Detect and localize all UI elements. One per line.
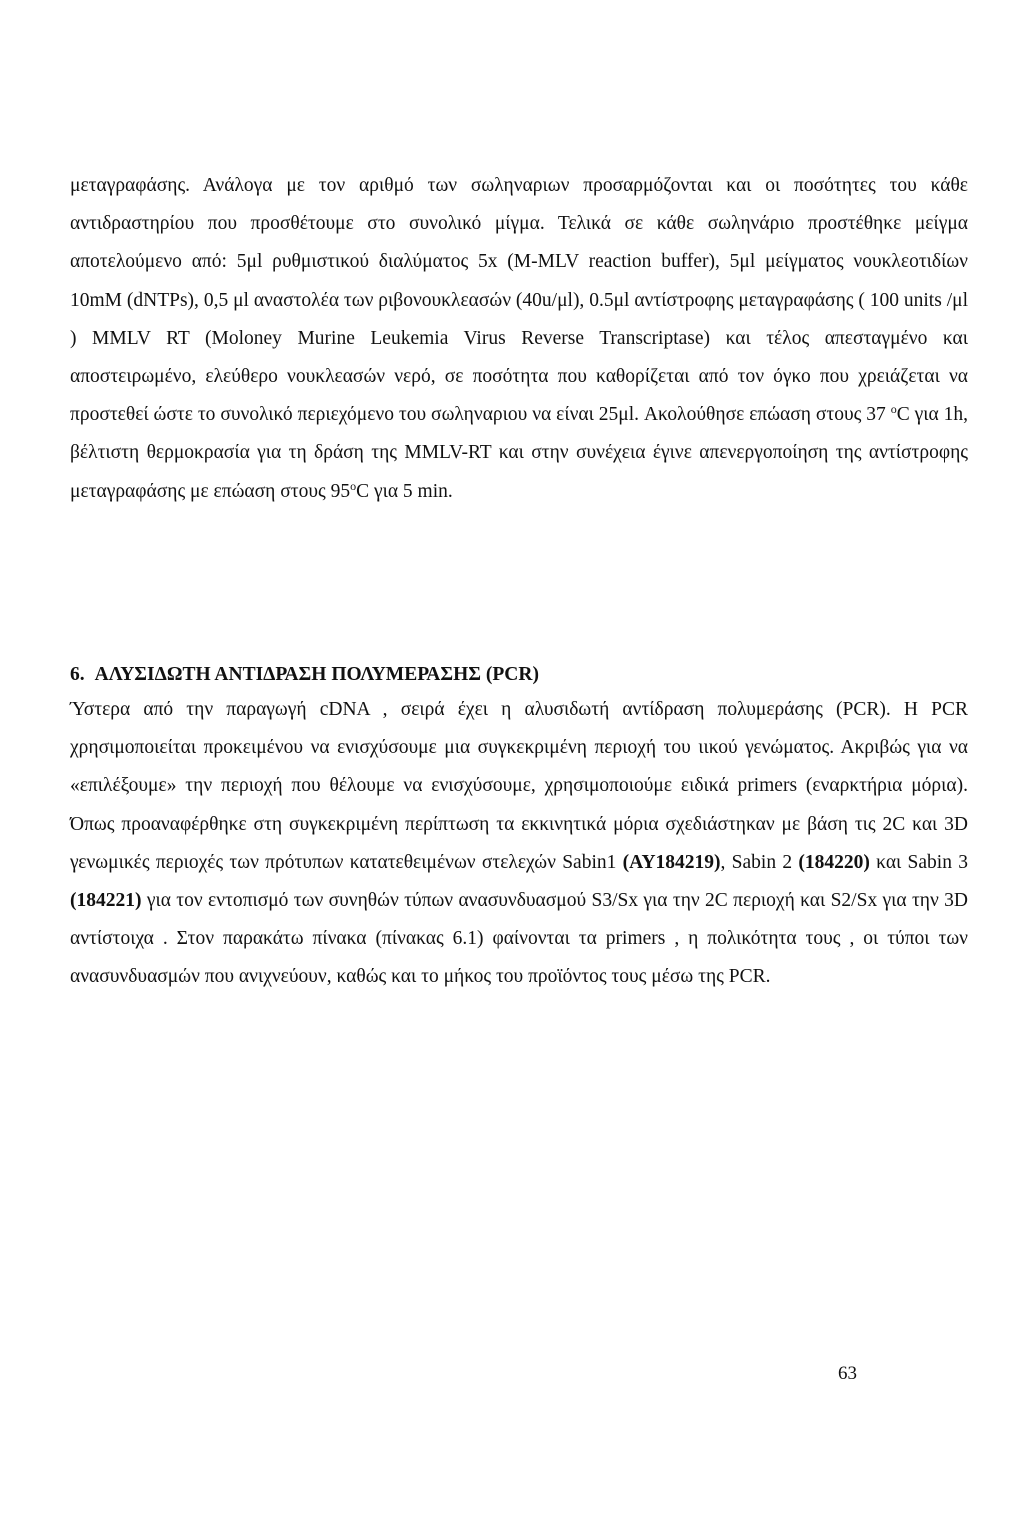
paragraph-text: C για 5 min. (356, 480, 453, 502)
section-number: 6. (70, 664, 85, 685)
degree-superscript: o (350, 478, 357, 493)
page-number: 63 (838, 1363, 857, 1384)
accession-number: (AY184219) (622, 851, 721, 873)
section-heading (70, 656, 968, 694)
accession-number: (184221) (70, 890, 142, 912)
section-title: ΑΛΥΣΙΔΩΤΗ ΑΝΤΙΔΡΑΣΗ ΠΟΛΥΜΕΡΑΣΗΣ (PCR) (94, 664, 539, 685)
degree-superscript: o (890, 402, 897, 417)
paragraph-text: και Sabin 3 (869, 851, 968, 873)
paragraph-text: Ύστερα από την παραγωγή cDNA , σειρά έχει η αλυσιδωτή αντίδραση πολυμεράσης (PCR). Η PCR χρησιμοποιείται προκειμένου να ενισχύσουμε μια συγκεκριμένη περιοχή του ιικού γενώματος. Ακριβώς για να «επιλέξουμε» την περιοχή που θέλουμε να ενισχύσουμε, χρησιμοποιούμε ειδικά primers (εναρκτήρια μόρια). Όπως προαναφέρθηκε στη συγκεκριμένη περίπτωση τα εκκινητικά μόρια σχεδιάστηκαν με βάση τις 2C και 3D γενωμικές περιοχές των πρότυπων κατατεθειμένων στελεχών Sabin1 (70, 699, 968, 873)
paragraph-text: για τον εντοπισμό των συνηθών τύπων ανασυνδυασμού S3/Sx για την 2C περιοχή και S2/Sx για την 3D αντίστοιχα . Στον παρακάτω πίνακα (πίνακας 6.1) φαίνονται τα primers , η πολικότητα τους , οι τύποι των ανασυνδυασμών που ανιχνεύουν, καθώς και το μήκος του προϊόντος τους μέσω της PCR. (70, 890, 968, 988)
body-paragraph-rt-protocol (70, 167, 968, 511)
body-paragraph-pcr (70, 691, 968, 997)
paragraph-text: , Sabin 2 (720, 851, 799, 873)
paragraph-text: μεταγραφάσης. Ανάλογα με τον αριθμό των σωληναριων προσαρμόζονται και οι ποσότητες του κάθε αντιδραστηρίου που προσθέτουμε στο συνολικό μίγμα. Τελικά σε κάθε σωληνάριο προστέθηκε μείγμα αποτελούμενο από: 5μl ρυθμιστικού διαλύματος 5x (M-MLV reaction buffer), 5μl μείγματος νουκλεοτιδίων 10mM (dNTPs), 0,5 μl αναστολέα των ριβονουκλεασών (40u/μl), 0.5μl αντίστροφης μεταγραφάσης ( 100 units /μl ) MMLV RT (Moloney Murine Leukemia Virus Reverse Transcriptase) και τέλος απεσταγμένο και αποστειρωμένο, ελεύθερο νουκλεασών νερό, σε ποσότητα που καθορίζεται από τον όγκο που χρειάζεται να προστεθεί ώστε το συνολικό περιεχόμενο του σωληναριου να είναι 25μl. Ακολούθησε επώαση στους 37 (70, 175, 968, 426)
paragraph-text: C για 1h, βέλτιστη θερμοκρασία για τη δράση της MMLV-RT και στην συνέχεια έγινε απενεργοποίηση της αντίστροφης μεταγραφάσης με επώαση στους 95 (70, 404, 968, 502)
accession-number: (184220) (798, 851, 870, 873)
